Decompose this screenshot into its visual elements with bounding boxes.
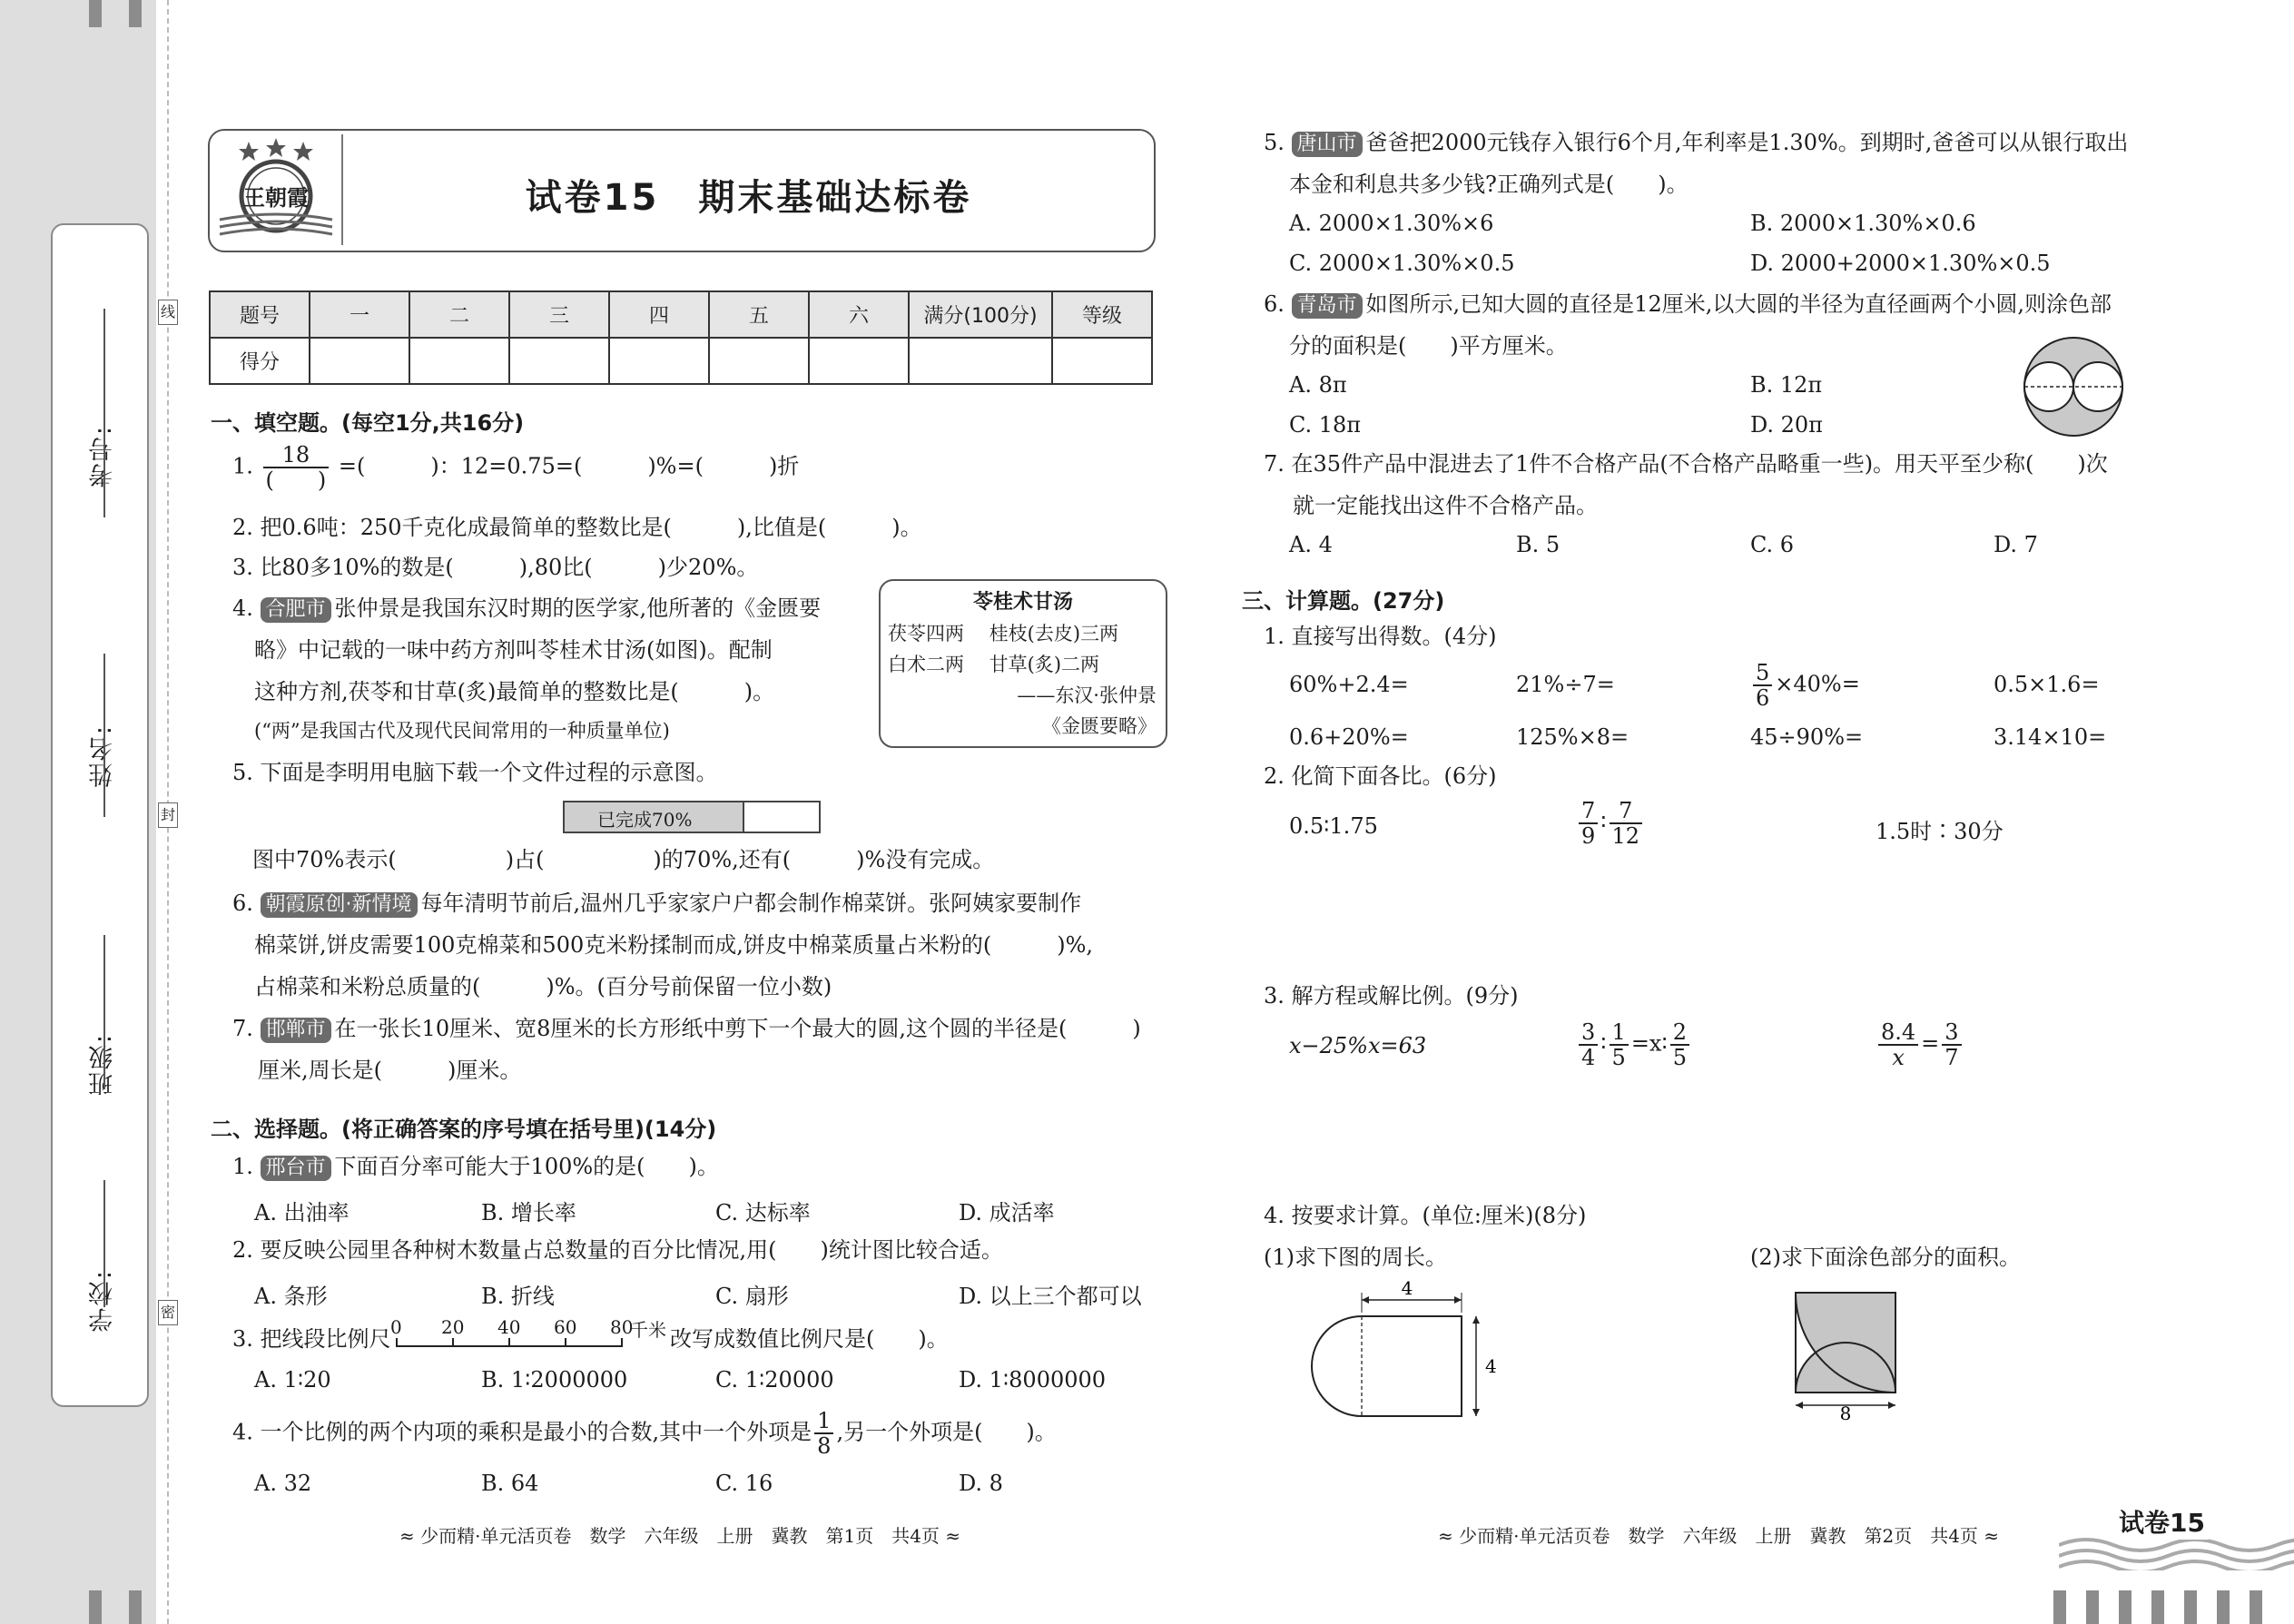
score-header: 等级 xyxy=(1052,291,1152,338)
recipe-line: 茯苓四两 桂枝(去皮)三两 xyxy=(888,623,1119,645)
scale-label: 40 xyxy=(497,1316,521,1338)
fraction xyxy=(814,1409,833,1458)
calc-text: ×40%= xyxy=(1775,671,1860,697)
registration-mark xyxy=(129,0,142,27)
shaded-area-figure xyxy=(1788,1285,1915,1422)
recipe-box xyxy=(879,579,1167,748)
choice-1: 1. 邢台市 下面百分率可能大于100%的是( )。 xyxy=(232,1154,719,1179)
score-header: 满分(100分) xyxy=(909,291,1052,338)
choice-6: 6. 青岛市 如图所示,已知大圆的直径是12厘米,以大圆的半径为直径画两个小圆,则涂色部 xyxy=(1264,291,2112,317)
registration-mark xyxy=(2217,1590,2230,1624)
option-a[interactable]: A. 32 xyxy=(254,1471,312,1496)
region-tag: 唐山市 xyxy=(1292,132,1363,157)
q-text: ,另一个外项是( )。 xyxy=(836,1419,1057,1445)
fraction-denominator: 6 xyxy=(1756,685,1770,711)
score-value-row xyxy=(210,338,1152,384)
question-1-6: 6. 朝霞原创·新情境 每年清明节前后,温州几乎家家户户都会制作棉菜饼。张阿姨家要制作 xyxy=(232,891,1082,916)
equation-item: $\frac{8.4}{x}$ = $\frac{3}{7}$ xyxy=(1876,1020,1964,1069)
score-cell[interactable] xyxy=(609,338,709,384)
option-b[interactable]: B. 折线 xyxy=(481,1284,555,1309)
score-header: 一 xyxy=(310,291,409,338)
recipe-line: 白术二两 甘草(炙)二两 xyxy=(888,654,1100,675)
option-b[interactable]: B. 5 xyxy=(1516,532,1561,557)
fraction-numerator: 5 xyxy=(1753,661,1772,686)
choice-3-post: 改写成数值比例尺是( )。 xyxy=(670,1326,949,1352)
question-1-4-line: 略》中记载的一味中药方剂叫苓桂术甘汤(如图)。配制 xyxy=(254,637,773,663)
fraction-denominator: 9 xyxy=(1581,823,1596,849)
question-1-7-line: 厘米,周长是( )厘米。 xyxy=(258,1058,522,1083)
fraction xyxy=(1878,1020,1918,1069)
scale-unit: 千米 xyxy=(630,1319,666,1341)
scale-label: 0 xyxy=(390,1316,402,1338)
calc-item: 125%×8= xyxy=(1516,724,1629,750)
q-text: =( )：12=0.75=( )%=( )折 xyxy=(338,453,800,479)
question-1-4: 4. 合肥市 张仲景是我国东汉时期的医学家,他所著的《金匮要 xyxy=(232,595,822,621)
calc-item: 0.6+20%= xyxy=(1289,724,1409,750)
region-tag: 邯郸市 xyxy=(261,1018,331,1043)
option-b[interactable]: B. 2000×1.30%×0.6 xyxy=(1750,211,1976,236)
recipe-source: 《金匮要略》 xyxy=(1042,715,1157,737)
question-1-3: 3. 比80多10%的数是( ),80比( )少20%。 xyxy=(232,555,759,580)
option-c[interactable]: C. 1∶20000 xyxy=(715,1367,834,1393)
name-label: 姓名: xyxy=(89,724,117,788)
student-info-box xyxy=(51,223,149,1407)
choice-7-line: 就一定能找出这件不合格产品。 xyxy=(1293,493,1598,518)
registration-mark xyxy=(89,1590,102,1624)
calc-4-title: 4. 按要求计算。(单位:厘米)(8分) xyxy=(1264,1203,1587,1228)
download-progress-bar xyxy=(563,801,821,833)
section-3-title: 三、计算题。(27分) xyxy=(1242,588,1445,614)
score-cell[interactable] xyxy=(809,338,909,384)
q-text: 如图所示,已知大圆的直径是12厘米,以大圆的半径为直径画两个小圆,则涂色部 xyxy=(1365,291,2112,317)
section-2-title: 二、选择题。(将正确答案的序号填在括号里)(14分) xyxy=(211,1117,717,1142)
question-1-6-line: 占棉菜和米粉总质量的( )%。(百分号前保留一位小数) xyxy=(254,974,832,999)
perimeter-figure xyxy=(1298,1280,1525,1434)
score-cell[interactable] xyxy=(509,338,609,384)
ratio-item: 1.5时∶30分 xyxy=(1876,819,2004,844)
fraction-denominator: 5 xyxy=(1611,1045,1626,1070)
score-table xyxy=(209,290,1153,385)
choice-7: 7. 在35件产品中混进去了1件不合格产品(不合格产品略重一些)。用天平至少称( )次 xyxy=(1264,451,2108,477)
fraction-denominator: 5 xyxy=(1672,1045,1687,1070)
score-header: 二 xyxy=(409,291,509,338)
calc-item: 0.5×1.6= xyxy=(1994,672,2100,697)
question-1-4-note: (“两”是我国古代及现代民间常用的一种质量单位) xyxy=(254,720,670,742)
region-tag: 邢台市 xyxy=(261,1156,331,1181)
fraction-denominator: ( ) xyxy=(265,468,327,493)
paper-badge: 试卷15 xyxy=(2115,1503,2209,1540)
score-header: 六 xyxy=(809,291,909,338)
score-header-row xyxy=(210,291,1152,338)
class-label: 班级: xyxy=(89,1033,117,1097)
option-c[interactable]: C. 6 xyxy=(1750,532,1795,557)
option-d[interactable]: D. 2000+2000×1.30%×0.5 xyxy=(1750,251,2051,276)
fraction-denominator: x xyxy=(1892,1045,1905,1070)
registration-mark xyxy=(2250,1590,2262,1624)
score-header: 五 xyxy=(709,291,809,338)
option-a[interactable]: A. 2000×1.30%×6 xyxy=(1289,211,1494,236)
school-label: 学校: xyxy=(89,1269,117,1333)
question-1-6-line: 棉菜饼,饼皮需要100克棉菜和500克米粉揉制而成,饼皮中棉菜质量占米粉的( )%, xyxy=(254,932,1094,958)
option-d[interactable]: D. 1∶8000000 xyxy=(959,1367,1107,1393)
scale-label: 80 xyxy=(610,1316,634,1338)
calc-4-sub1: (1)求下图的周长。 xyxy=(1264,1245,1447,1270)
fraction xyxy=(1610,799,1643,848)
equation-text: =x∶ xyxy=(1630,1030,1668,1057)
dim-side-label: 8 xyxy=(1839,1403,1852,1422)
score-cell[interactable] xyxy=(409,338,509,384)
option-b[interactable]: B. 64 xyxy=(481,1471,539,1496)
page-1-footer: ≈ 少而精·单元活页卷 数学 六年级 上册 冀教 第1页 共4页 ≈ xyxy=(399,1525,961,1547)
fraction xyxy=(1579,1020,1598,1069)
question-1-5-line: 图中70%表示( )占( )的70%,还有( )%没有完成。 xyxy=(252,847,995,872)
calc-3-title: 3. 解方程或解比例。(9分) xyxy=(1264,983,1519,1009)
option-d[interactable]: D. 成活率 xyxy=(959,1200,1055,1225)
circles-figure xyxy=(2021,334,2126,439)
recipe-author: ——东汉·张仲景 xyxy=(1017,684,1157,706)
calc-item: 3.14×10= xyxy=(1994,724,2107,750)
choice-3: 3. 把线段比例尺 xyxy=(232,1326,391,1352)
choice-5: 5. 唐山市 爸爸把2000元钱存入银行6个月,年利率是1.30%。到期时,爸爸可以从银行取出 xyxy=(1264,130,2129,155)
fraction-denominator: 12 xyxy=(1611,823,1640,849)
exam-no-label: 考号: xyxy=(89,425,117,488)
choice-4 xyxy=(232,1409,1057,1458)
fraction-numerator: 1 xyxy=(1610,1020,1629,1046)
score-header: 题号 xyxy=(210,291,310,338)
registration-mark xyxy=(89,0,102,27)
ratio-item: 0.5∶1.75 xyxy=(1289,813,1378,839)
calc-item: 45÷90%= xyxy=(1750,724,1864,750)
fraction-denominator: 8 xyxy=(817,1433,832,1459)
dim-width-label: 4 xyxy=(1401,1280,1413,1299)
fraction-numerator: 8.4 xyxy=(1878,1020,1918,1046)
q-text: 4. 一个比例的两个内项的乘积是最小的合数,其中一个外项是 xyxy=(232,1419,812,1445)
dim-height-label: 4 xyxy=(1485,1355,1497,1377)
option-c[interactable]: C. 18π xyxy=(1289,412,1362,438)
fraction-numerator: 7 xyxy=(1610,799,1643,824)
option-a[interactable]: A. 出油率 xyxy=(254,1200,350,1225)
option-a[interactable]: A. 4 xyxy=(1289,532,1333,557)
page-2-footer: ≈ 少而精·单元活页卷 数学 六年级 上册 冀教 第2页 共4页 ≈ xyxy=(1438,1525,2000,1547)
fraction xyxy=(1753,661,1772,710)
choice-5-line: 本金和利息共多少钱?正确列式是( )。 xyxy=(1289,172,1689,197)
q-number: 1. xyxy=(232,453,253,479)
option-d[interactable]: D. 8 xyxy=(959,1471,1003,1496)
seal-mark-line: 线 xyxy=(158,300,178,325)
option-d[interactable]: D. 20π xyxy=(1750,412,1823,438)
question-1-4-line: 这种方剂,茯苓和甘草(炙)最简单的整数比是( )。 xyxy=(254,679,775,704)
q-text: 张仲景是我国东汉时期的医学家,他所著的《金匮要 xyxy=(334,595,822,621)
calc-4-sub2: (2)求下面涂色部分的面积。 xyxy=(1750,1245,2021,1270)
score-row-label: 得分 xyxy=(210,338,310,384)
name-field[interactable] xyxy=(53,661,147,879)
fraction xyxy=(263,443,330,492)
option-b[interactable]: B. 增长率 xyxy=(481,1200,576,1225)
recipe-title: 苓桂术甘汤 xyxy=(972,591,1073,614)
question-1-7: 7. 邯郸市 在一张长10厘米、宽8厘米的长方形纸中剪下一个最大的圆,这个圆的半径是( ) xyxy=(232,1016,1141,1041)
section-1-title: 一、填空题。(每空1分,共16分) xyxy=(211,410,525,436)
fraction-numerator: 18 xyxy=(263,443,330,468)
calc-1-title: 1. 直接写出得数。(4分) xyxy=(1264,624,1497,649)
region-tag: 朝霞原创·新情境 xyxy=(261,892,418,918)
seal-mark-seal: 封 xyxy=(158,802,178,828)
equation-item: x−25%x=63 xyxy=(1289,1033,1427,1058)
publisher-logo xyxy=(216,136,336,243)
option-a[interactable]: A. 8π xyxy=(1289,372,1347,398)
equation-item: $\frac{3}{4}$ ∶ $\frac{1}{5}$ =x∶ $\frac{2}{5}$ xyxy=(1576,1020,1692,1069)
option-b[interactable]: B. 1∶2000000 xyxy=(481,1367,628,1393)
option-c[interactable]: C. 达标率 xyxy=(715,1200,811,1225)
page-title: 试卷15 期末基础达标卷 xyxy=(525,177,972,219)
registration-mark xyxy=(2184,1590,2197,1624)
progress-label: 已完成70% xyxy=(597,809,693,831)
option-b[interactable]: B. 12π xyxy=(1750,372,1823,398)
seal-mark-secret: 密 xyxy=(158,1300,178,1325)
scale-label: 60 xyxy=(554,1316,577,1338)
title-divider xyxy=(341,134,343,245)
line-scale xyxy=(390,1316,634,1358)
registration-mark xyxy=(2053,1590,2066,1624)
fraction-numerator: 1 xyxy=(814,1409,833,1434)
school-field[interactable] xyxy=(53,1251,147,1387)
registration-mark xyxy=(129,1590,142,1624)
fraction-numerator: 3 xyxy=(1579,1020,1598,1046)
fraction xyxy=(1670,1020,1689,1069)
fraction-numerator: 2 xyxy=(1670,1020,1689,1046)
fraction xyxy=(1610,1020,1629,1069)
option-a[interactable]: A. 条形 xyxy=(254,1284,328,1309)
q-text: 在一张长10厘米、宽8厘米的长方形纸中剪下一个最大的圆,这个圆的半径是( ) xyxy=(334,1016,1141,1041)
exam-no-field[interactable] xyxy=(53,389,147,570)
fraction-numerator: 7 xyxy=(1579,799,1598,824)
fraction-numerator: 3 xyxy=(1942,1020,1961,1046)
logo-text: 王朝霞 xyxy=(243,184,309,211)
region-tag: 青岛市 xyxy=(1292,293,1363,319)
q-text: 每年清明节前后,温州几乎家家户户都会制作棉菜饼。张阿姨家要制作 xyxy=(420,891,1082,916)
calc-2-title: 2. 化简下面各比。(6分) xyxy=(1264,763,1497,789)
q-text: 下面百分率可能大于100%的是( )。 xyxy=(334,1154,719,1179)
option-c[interactable]: C. 扇形 xyxy=(715,1284,789,1309)
score-cell[interactable] xyxy=(709,338,809,384)
q-text: 爸爸把2000元钱存入银行6个月,年利率是1.30%。到期时,爸爸可以从银行取出 xyxy=(1365,130,2129,155)
scale-label: 20 xyxy=(441,1316,465,1338)
option-d[interactable]: D. 以上三个都可以 xyxy=(959,1284,1142,1309)
choice-2: 2. 要反映公园里各种树木数量占总数量的百分比情况,用( )统计图比较合适。 xyxy=(232,1237,1003,1263)
score-header: 四 xyxy=(609,291,709,338)
option-d[interactable]: D. 7 xyxy=(1994,532,2038,557)
question-1-1 xyxy=(232,443,799,492)
score-cell[interactable] xyxy=(909,338,1052,384)
option-a[interactable]: A. 1∶20 xyxy=(254,1367,331,1393)
registration-mark xyxy=(2151,1590,2164,1624)
score-header: 三 xyxy=(509,291,609,338)
score-cell[interactable] xyxy=(310,338,409,384)
registration-mark xyxy=(2119,1590,2132,1624)
fraction xyxy=(1579,799,1598,848)
fraction-denominator: 4 xyxy=(1581,1045,1596,1070)
question-1-2: 2. 把0.6吨：250千克化成最简单的整数比是( ),比值是( )。 xyxy=(232,515,922,540)
option-c[interactable]: C. 2000×1.30%×0.5 xyxy=(1289,251,1515,276)
question-1-5: 5. 下面是李明用电脑下载一个文件过程的示意图。 xyxy=(232,760,718,785)
region-tag: 合肥市 xyxy=(261,597,331,623)
ratio-item: $\frac{7}{9}$ ∶ $\frac{7}{12}$ xyxy=(1576,799,1645,848)
calc-item: 21%÷7= xyxy=(1516,672,1615,697)
score-cell[interactable] xyxy=(1052,338,1152,384)
calc-item xyxy=(1750,661,1860,710)
registration-mark xyxy=(2086,1590,2099,1624)
fraction xyxy=(1942,1020,1961,1069)
fraction-denominator: 7 xyxy=(1944,1045,1959,1070)
choice-6-line: 分的面积是( )平方厘米。 xyxy=(1289,333,1568,359)
calc-item: 60%+2.4= xyxy=(1289,672,1409,697)
option-c[interactable]: C. 16 xyxy=(715,1471,773,1496)
class-field[interactable] xyxy=(53,979,147,1178)
